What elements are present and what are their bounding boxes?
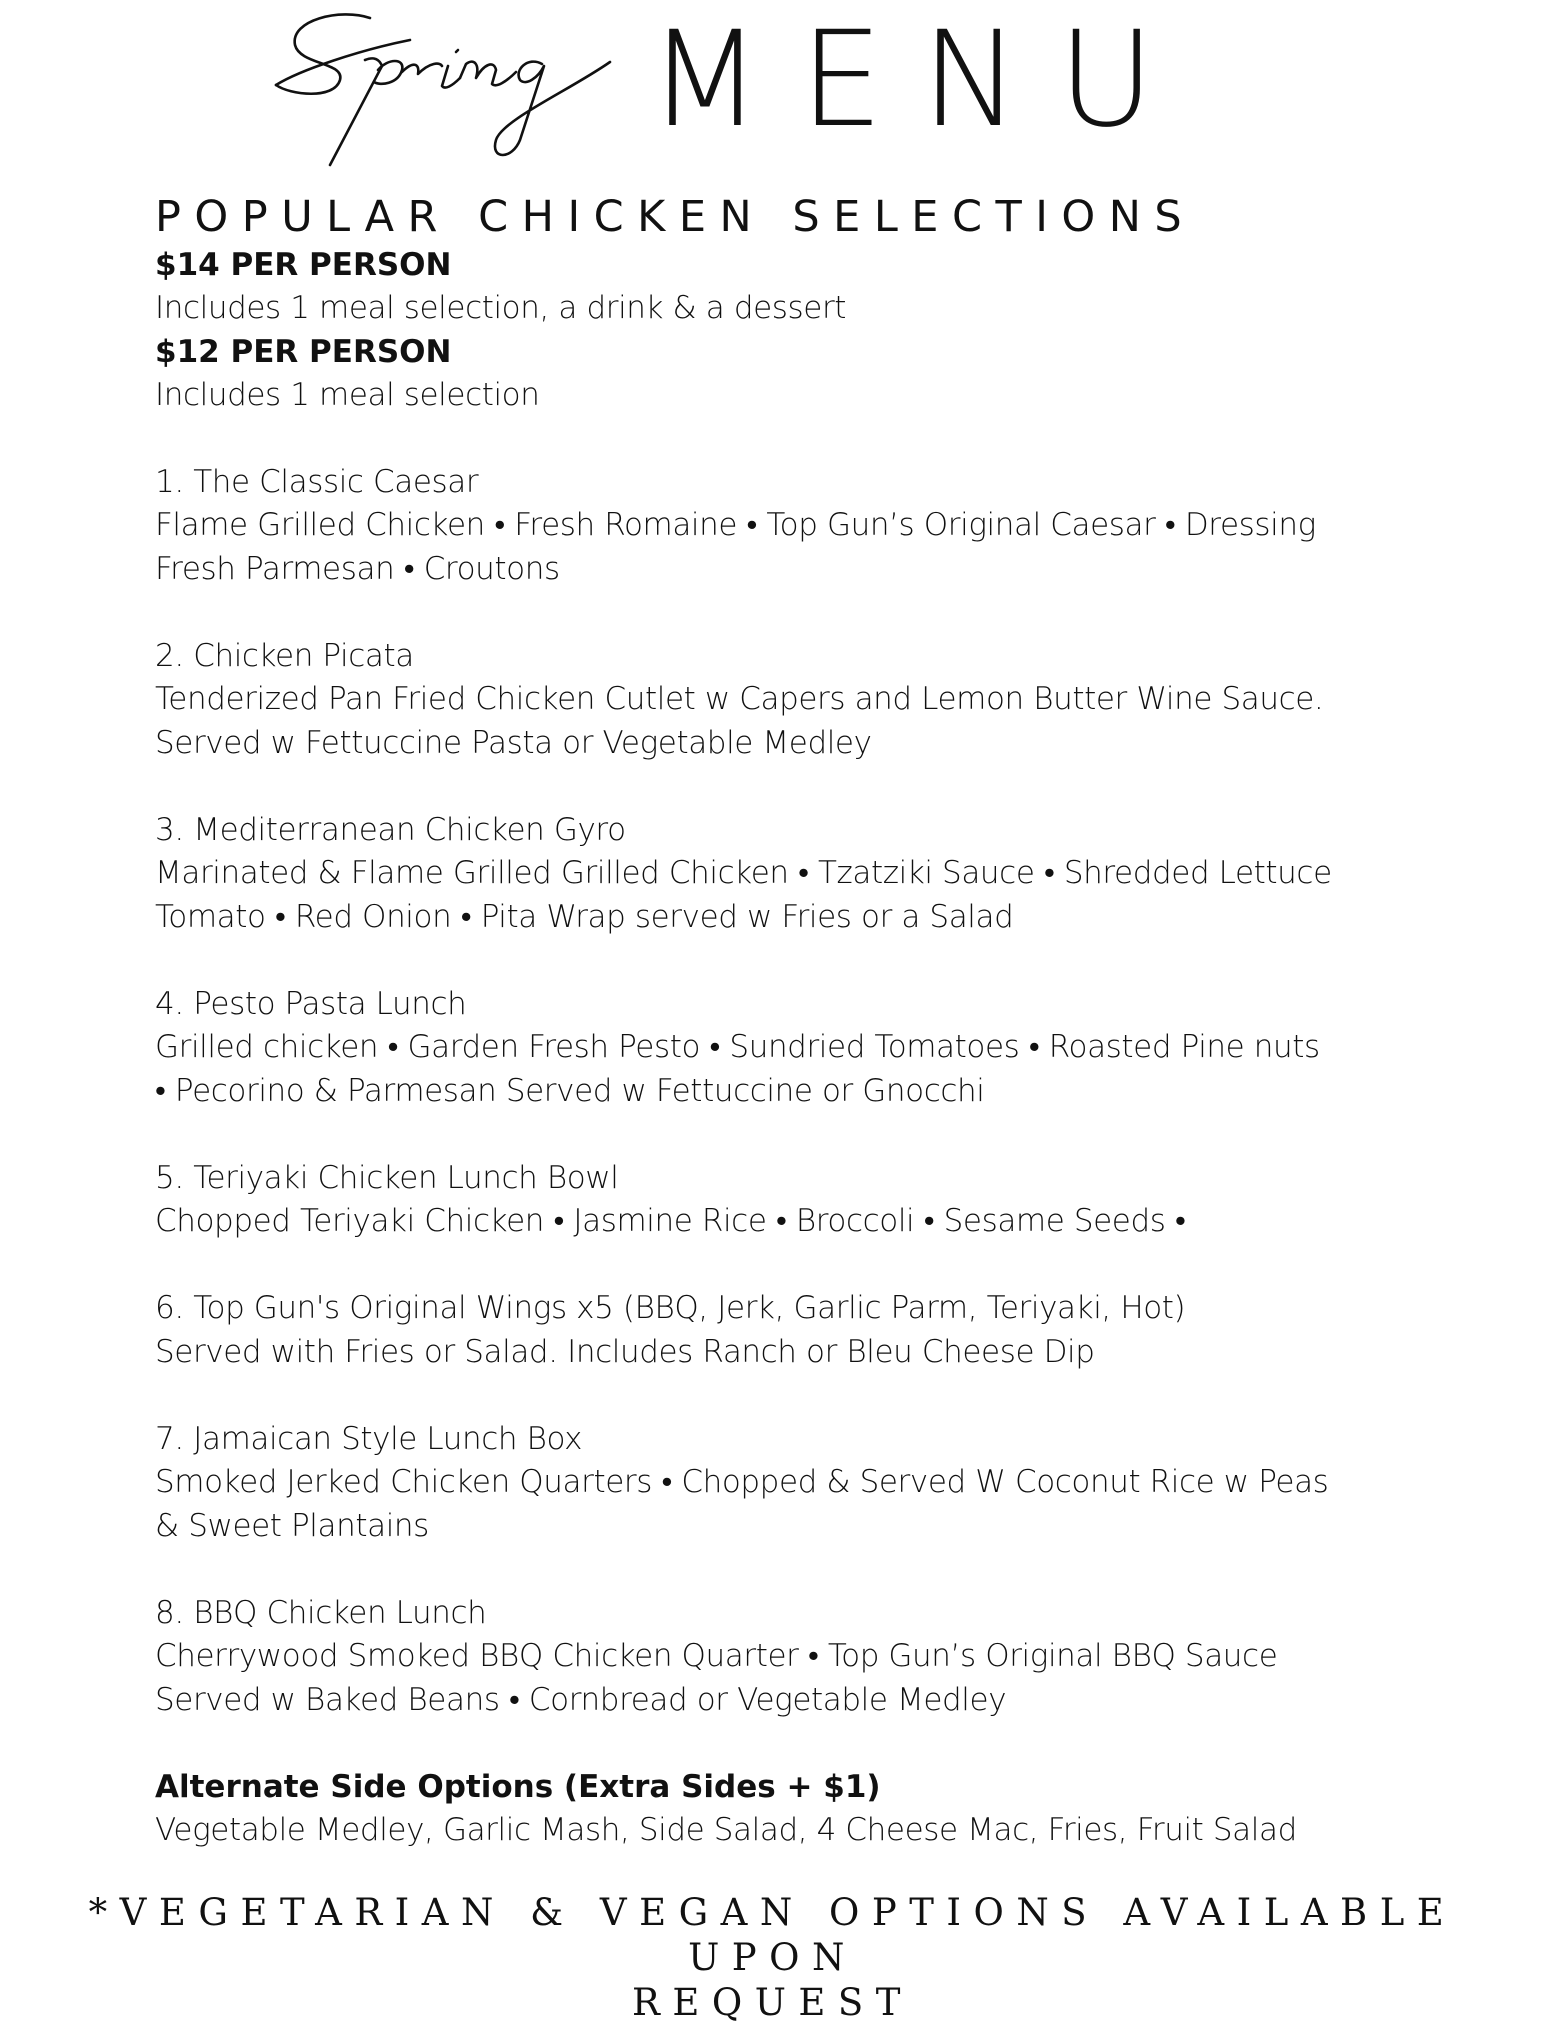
alternate-sides-options: Vegetable Medley, Garlic Mash, Side Salad, 4 Cheese Mac, Fries, Fruit Salad [155, 1812, 1297, 1848]
menu-header [270, 0, 1270, 185]
menu-item [155, 461, 1415, 592]
menu-item-description: Served with Fries or Salad. Includes Ranch or Bleu Cheese Dip [155, 1333, 1095, 1370]
menu-item [155, 1418, 1415, 1549]
dietary-note [60, 1890, 1485, 2025]
menu-item-description: • Pecorino & Parmesan Served w Fettuccine or Gnocchi [155, 1072, 985, 1109]
price-14: $14 PER PERSON [155, 247, 452, 283]
menu-item-description: Served w Fettuccine Pasta or Vegetable Medley [155, 724, 872, 761]
menu-item [155, 983, 1415, 1114]
menu-item [155, 1157, 1415, 1244]
price-12-description: Includes 1 meal selection [155, 376, 540, 413]
menu-content [155, 190, 1415, 1853]
menu-item [155, 635, 1415, 766]
dietary-note-line2: REQUEST [632, 1981, 913, 2024]
menu-item-name: 8. BBQ Chicken Lunch [155, 1594, 487, 1631]
menu-item-description: Smoked Jerked Chicken Quarters • Chopped & Served W Coconut Rice w Peas [155, 1464, 1329, 1500]
menu-item-description: Tenderized Pan Fried Chicken Cutlet w Capers and Lemon Butter Wine Sauce. [155, 681, 1324, 717]
menu-item-name: 1. The Classic Caesar [155, 463, 479, 500]
dietary-note-line1: *VEGETARIAN & VEGAN OPTIONS AVAILABLE UPON [88, 1891, 1457, 1979]
menu-item-description: Tomato • Red Onion • Pita Wrap served w Fries or a Salad [155, 898, 1014, 935]
menu-item-description: Flame Grilled Chicken • Fresh Romaine • Top Gun’s Original Caesar • Dressing [155, 507, 1316, 543]
menu-item-description: Chopped Teriyaki Chicken • Jasmine Rice • Broccoli • Sesame Seeds • [155, 1203, 1186, 1239]
section-title: POPULAR CHICKEN SELECTIONS [155, 192, 1196, 242]
menu-item [155, 1287, 1415, 1374]
menu-item [155, 809, 1415, 940]
alternate-sides [155, 1766, 1415, 1853]
spring-script-logo [270, 0, 650, 185]
menu-item-description: & Sweet Plantains [155, 1507, 429, 1544]
menu-item-description: Cherrywood Smoked BBQ Chicken Quarter • Top Gun’s Original BBQ Sauce [155, 1638, 1278, 1674]
menu-item-description: Served w Baked Beans • Cornbread or Vegetable Medley [155, 1681, 1007, 1718]
price-14-description: Includes 1 meal selection, a drink & a dessert [155, 290, 847, 326]
menu-item [155, 1592, 1415, 1723]
alternate-sides-title: Alternate Side Options (Extra Sides + $1) [155, 1768, 881, 1805]
menu-title: MENU [648, 3, 1193, 157]
menu-item-name: 6. Top Gun's Original Wings x5 (BBQ, Jerk, Garlic Parm, Teriyaki, Hot) [155, 1290, 1186, 1326]
menu-item-name: 3. Mediterranean Chicken Gyro [155, 811, 626, 848]
menu-item-description: Marinated & Flame Grilled Grilled Chicken • Tzatziki Sauce • Shredded Lettuce [155, 855, 1332, 891]
price-12: $12 PER PERSON [155, 333, 452, 370]
menu-item-description: Grilled chicken • Garden Fresh Pesto • Sundried Tomatoes • Roasted Pine nuts [155, 1029, 1320, 1065]
menu-item-name: 4. Pesto Pasta Lunch [155, 985, 467, 1022]
menu-item-description: Fresh Parmesan • Croutons [155, 550, 560, 587]
menu-item-name: 5. Teriyaki Chicken Lunch Bowl [155, 1159, 619, 1196]
menu-item-name: 7. Jamaican Style Lunch Box [155, 1420, 583, 1457]
menu-item-name: 2. Chicken Picata [155, 637, 414, 674]
